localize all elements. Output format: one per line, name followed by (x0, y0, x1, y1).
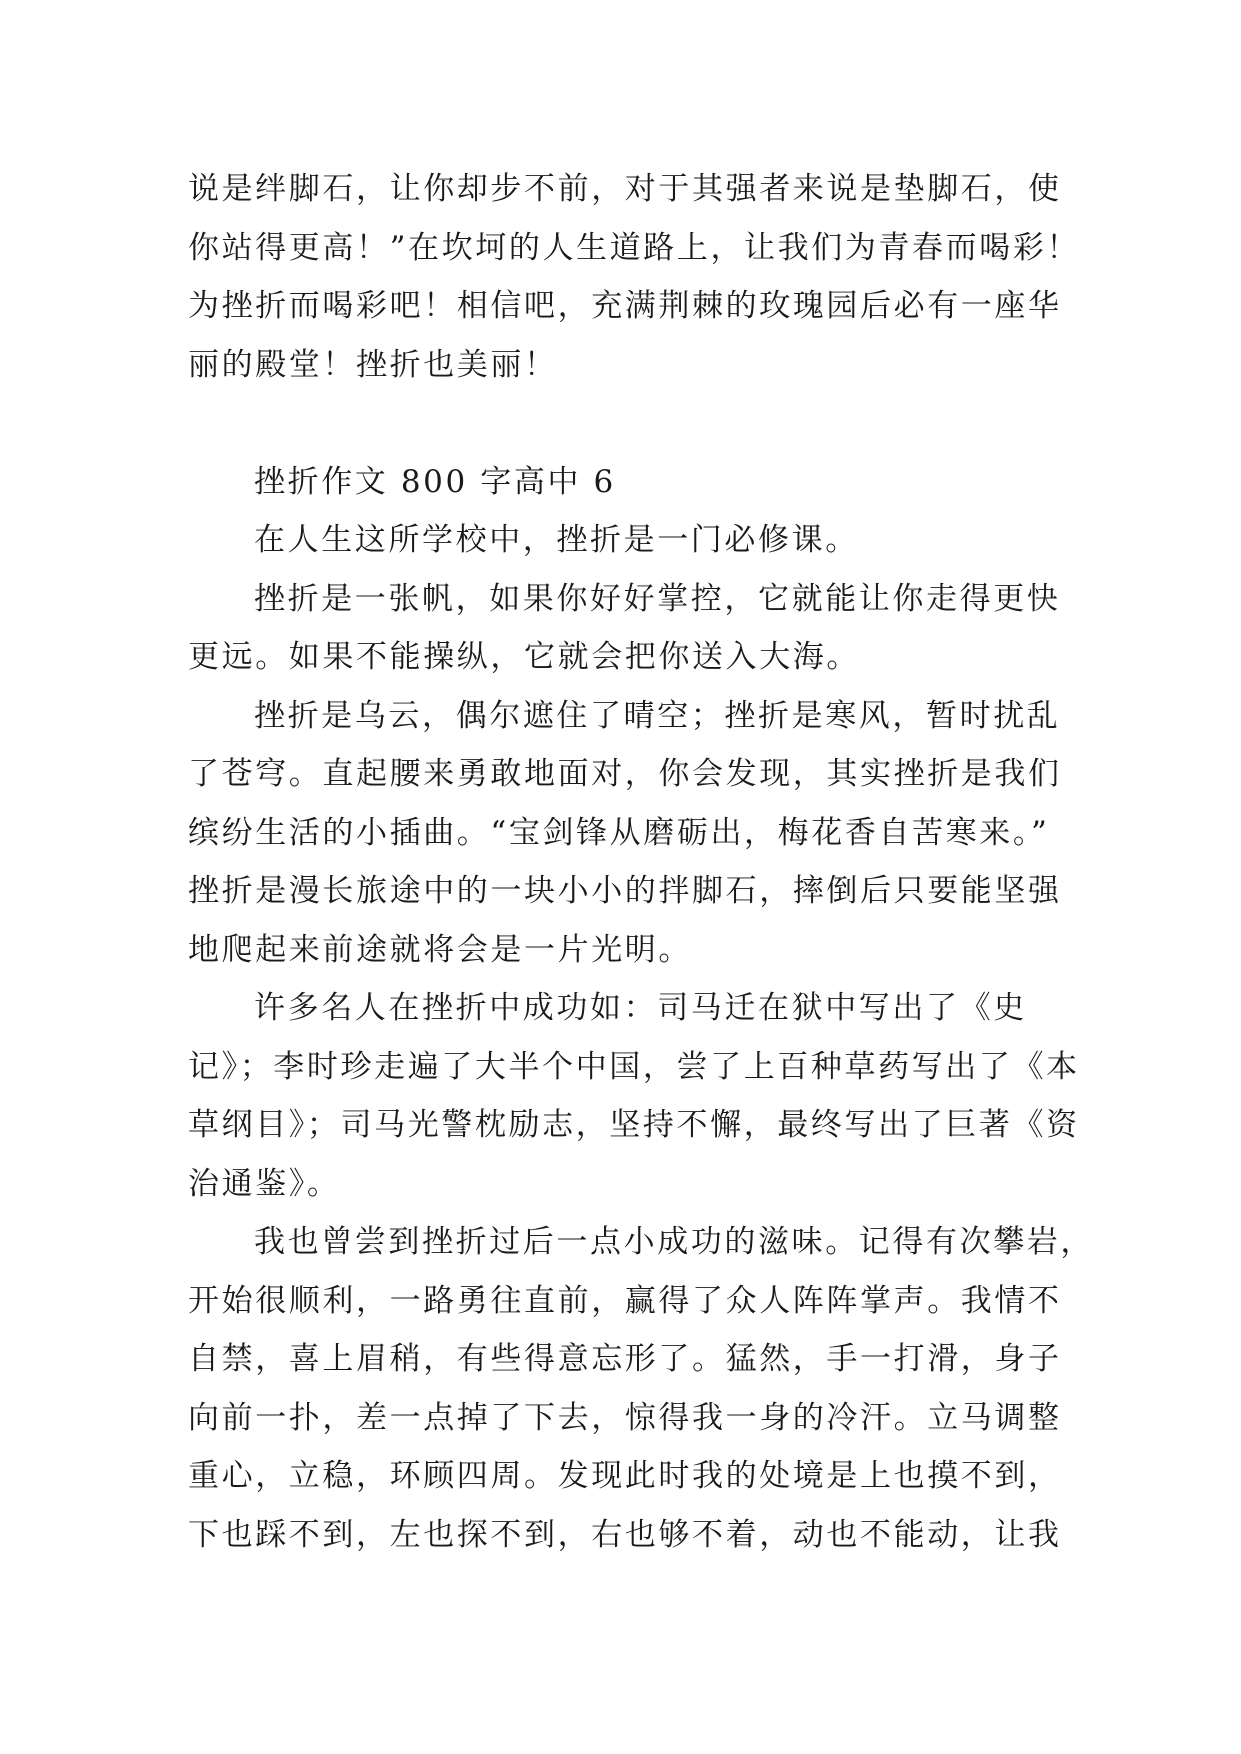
paragraph-3-line-1: 挫折是乌云，偶尔遮住了晴空；挫折是寒风，暂时扰乱 (254, 697, 1061, 734)
paragraph-2-line-1: 挫折是一张帆，如果你好好掌控，它就能让你走得更快 (254, 580, 1061, 617)
document-body (188, 160, 1094, 1564)
paragraph-1-line-1: 在人生这所学校中，挫折是一门必修课。 (254, 522, 859, 558)
paragraph-4-line-3: 草纲目》；司马光警枕励志，坚持不懈，最终写出了巨著《资 (188, 1107, 1080, 1143)
paragraph-3-line-5: 地爬起来前途就将会是一片光明。 (188, 931, 692, 968)
paragraph-4-line-2: 记》；李时珍走遍了大半个中国，尝了上百种草药写出了《本 (188, 1048, 1080, 1085)
paragraph-5-line-2: 开始很顺利，一路勇往直前，赢得了众人阵阵掌声。我情不 (188, 1282, 1062, 1319)
intro-line-3: 为挫折而喝彩吧！相信吧，充满荆棘的玫瑰园后必有一座华 (188, 288, 1062, 324)
intro-line-4: 丽的殿堂！挫折也美丽！ (188, 346, 558, 383)
paragraph-5-line-3: 自禁，喜上眉稍，有些得意忘形了。猛然，手一打滑，身子 (188, 1341, 1062, 1377)
intro-line-1: 说是绊脚石，让你却步不前，对于其强者来说是垫脚石，使 (188, 171, 1062, 207)
paragraph-2-line-2: 更远。如果不能操纵，它就会把你送入大海。 (188, 639, 860, 675)
paragraph-3-line-2: 了苍穹。直起腰来勇敢地面对，你会发现，其实挫折是我们 (188, 756, 1062, 792)
paragraph-5-line-1: 我也曾尝到挫折过后一点小成功的滋味。记得有次攀岩， (254, 1224, 1094, 1260)
paragraph-5-line-6: 下也踩不到，左也探不到，右也够不着，动也不能动，让我 (188, 1516, 1062, 1553)
section-title: 挫折作文 800 字高中 6 (254, 463, 616, 500)
paragraph-5-line-4: 向前一扑，差一点掉了下去，惊得我一身的冷汗。立马调整 (188, 1399, 1062, 1436)
paragraph-4-line-4: 治通鉴》。 (188, 1165, 341, 1202)
paragraph-4-line-1: 许多名人在挫折中成功如：司马迁在狱中写出了《史 (254, 990, 1027, 1026)
section-spacer (188, 394, 1058, 453)
paragraph-3-line-3: 缤纷生活的小插曲。“宝剑锋从磨砺出，梅花香自苦寒来。” (188, 814, 1050, 851)
intro-line-2: 你站得更高！”在坎坷的人生道路上，让我们为青春而喝彩！ (188, 229, 1081, 266)
paragraph-5-line-5: 重心，立稳，环顾四周。发现此时我的处境是上也摸不到， (188, 1458, 1062, 1494)
paragraph-3-line-4: 挫折是漫长旅途中的一块小小的拌脚石，摔倒后只要能坚强 (188, 873, 1062, 909)
